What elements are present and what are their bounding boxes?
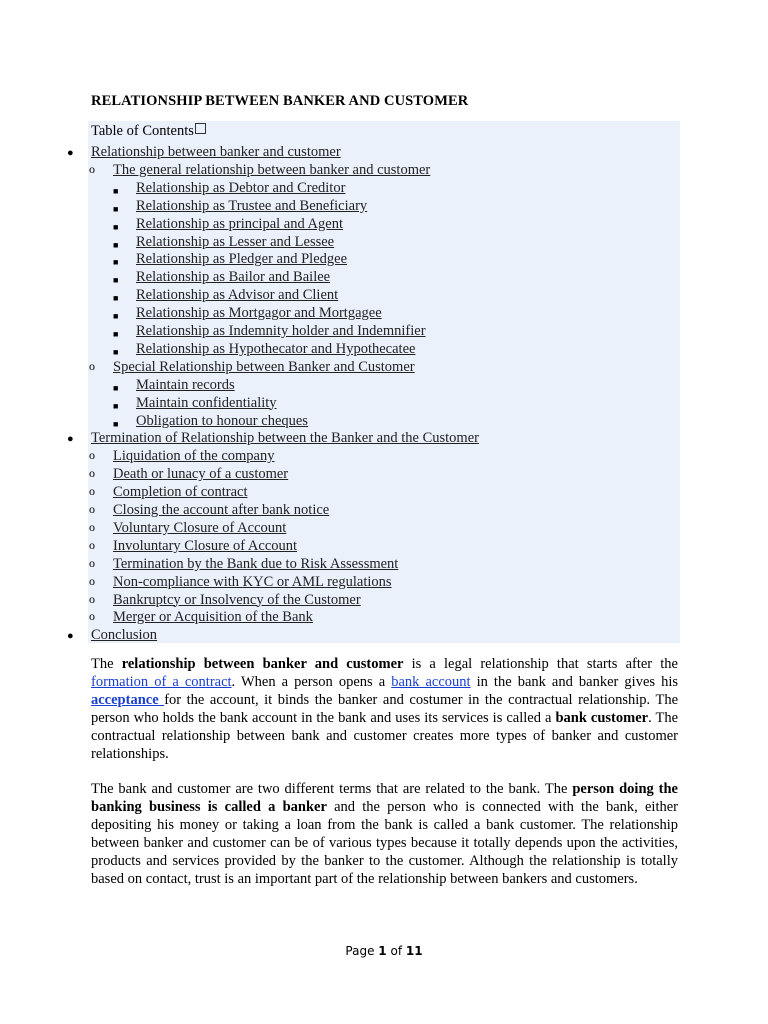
- text-run: and the person who is connected with the bank, either depositing his money or taking a loan from the bank is called a bank customer. The relationship between banker and customer can be of various types because it totally depends upon the activities, products and services provided by the banker to the customer. Although the relationship is totally based on contact, trust is an important part of the relationship between bankers and customers.: [91, 798, 678, 887]
- toc-link[interactable]: Merger or Acquisition of the Bank: [113, 609, 313, 626]
- text-run: in the bank and banker gives his: [470, 673, 679, 690]
- document-title: RELATIONSHIP BETWEEN BANKER AND CUSTOMER: [91, 93, 469, 109]
- toc-entry: [91, 144, 341, 161]
- toc-toggle-icon[interactable]: [195, 123, 206, 134]
- toc-heading: [91, 123, 218, 140]
- toc-entry: [136, 413, 308, 430]
- toc-link[interactable]: Closing the account after bank notice: [113, 502, 330, 518]
- toc-entry: [113, 520, 286, 537]
- toc-link[interactable]: Obligation to honour cheques: [136, 412, 308, 429]
- toc-entry: [136, 323, 426, 340]
- toc-entry: [113, 609, 313, 626]
- bullet-circle-icon: o: [89, 573, 95, 588]
- bullet-circle-icon: o: [89, 358, 95, 373]
- bullet-square-icon: ■: [113, 346, 119, 357]
- toc-link[interactable]: Relationship as Advisor and Client: [136, 287, 339, 304]
- bullet-square-icon: ■: [113, 239, 119, 250]
- text-run: is a legal relationship that starts after the: [403, 656, 678, 672]
- bullet-square-icon: ■: [113, 418, 119, 429]
- toc-link[interactable]: Relationship as Trustee and Beneficiary: [136, 197, 368, 214]
- toc-entry: [136, 198, 367, 215]
- toc-link[interactable]: Relationship as Bailor and Bailee: [136, 269, 331, 286]
- toc-link[interactable]: Relationship as Pledger and Pledgee: [136, 251, 348, 268]
- bullet-circle-icon: o: [89, 448, 95, 463]
- toc-link[interactable]: Completion of contract: [113, 484, 248, 501]
- toc-link[interactable]: Voluntary Closure of Account: [113, 519, 287, 536]
- body-paragraph-1: [91, 656, 678, 763]
- toc-link[interactable]: Death or lunacy of a customer: [113, 466, 289, 483]
- bullet-square-icon: ■: [113, 185, 119, 196]
- toc-entry: [136, 287, 338, 304]
- bullet-circle-icon: o: [89, 591, 95, 606]
- toc-entry: [136, 269, 330, 286]
- bullet-square-icon: ■: [113, 221, 119, 232]
- bullet-circle-icon: o: [89, 502, 95, 516]
- bullet-square-icon: ■: [113, 293, 119, 304]
- toc-entry: [136, 216, 343, 233]
- bullet-circle-icon: o: [89, 161, 95, 176]
- toc-entry: [113, 466, 288, 483]
- toc-entry: [113, 538, 297, 555]
- toc-heading-label: Table of Contents: [91, 123, 194, 139]
- toc-entry: [113, 574, 392, 591]
- toc-entry: [136, 377, 235, 394]
- bullet-square-icon: ■: [113, 329, 119, 339]
- bullet-square-icon: ■: [113, 275, 119, 286]
- toc-entry: [113, 592, 361, 609]
- bullet-square-icon: ■: [113, 400, 119, 411]
- bold-term: relationship between banker and customer: [121, 656, 404, 672]
- body-paragraph-2: [91, 781, 678, 888]
- bullet-circle-icon: o: [89, 609, 95, 624]
- toc-link[interactable]: Termination by the Bank due to Risk Assessment: [113, 555, 399, 572]
- toc-entry: [136, 341, 415, 358]
- acceptance-link[interactable]: acceptance: [91, 691, 165, 708]
- bullet-square-icon: ■: [113, 203, 119, 214]
- toc-link[interactable]: Termination of Relationship between the Banker and the Customer: [91, 430, 479, 447]
- toc-link[interactable]: Relationship as Debtor and Creditor: [136, 179, 346, 196]
- text-run: The: [91, 656, 122, 672]
- toc-link[interactable]: Involuntary Closure of Account: [113, 537, 298, 554]
- toc-entry: [91, 627, 157, 644]
- bullet-circle-icon: o: [89, 537, 95, 552]
- footer-page-word: Page: [345, 944, 379, 958]
- toc-entry: [136, 180, 345, 197]
- toc-link[interactable]: Relationship as principal and Agent: [136, 215, 343, 232]
- bullet-dot-icon: ●: [67, 630, 74, 643]
- footer-of-word: of: [386, 944, 406, 958]
- toc-entry: [113, 162, 430, 179]
- toc-link[interactable]: Liquidation of the company: [113, 448, 275, 465]
- toc-link[interactable]: Special Relationship between Banker and Customer: [113, 358, 415, 375]
- formation-of-contract-link[interactable]: formation of a contract: [91, 673, 232, 690]
- bullet-circle-icon: o: [89, 519, 95, 534]
- bullet-square-icon: ■: [113, 257, 119, 268]
- bold-term: bank customer: [555, 709, 649, 726]
- bullet-dot-icon: ●: [67, 433, 74, 446]
- toc-entry: [136, 234, 334, 251]
- text-run: for the account, it binds the banker and costumer in the contractual relationship. The person who holds the bank account in the bank and uses its services is called a: [91, 691, 679, 726]
- text-run: . When a person opens a: [231, 673, 392, 690]
- toc-link[interactable]: Relationship as Indemnity holder and Indemnifier: [136, 323, 426, 339]
- toc-entry: [113, 484, 248, 501]
- toc-entry: [136, 395, 277, 412]
- toc-entry: [113, 359, 415, 376]
- page-footer: [0, 944, 768, 958]
- toc-link[interactable]: Relationship as Hypothecator and Hypothecatee: [136, 340, 416, 357]
- bullet-square-icon: ■: [113, 311, 119, 322]
- toc-link[interactable]: Relationship as Mortgagor and Mortgagee: [136, 305, 382, 322]
- toc-entry: [136, 305, 382, 322]
- bullet-dot-icon: ●: [67, 147, 74, 159]
- toc-link[interactable]: Maintain confidentiality: [136, 394, 277, 411]
- toc-link[interactable]: Conclusion: [91, 627, 158, 644]
- text-run: The bank and customer are two different terms that are related to the bank. The: [91, 781, 573, 797]
- toc-link[interactable]: Relationship as Lesser and Lessee: [136, 233, 335, 250]
- bullet-circle-icon: o: [89, 466, 95, 481]
- toc-link[interactable]: Relationship between banker and customer: [91, 144, 341, 160]
- bank-account-link[interactable]: bank account: [391, 673, 471, 690]
- footer-page-number: 1: [378, 944, 387, 958]
- bullet-circle-icon: o: [89, 484, 95, 499]
- toc-link[interactable]: Bankruptcy or Insolvency of the Customer: [113, 591, 361, 608]
- footer-total-pages: 11: [405, 944, 423, 958]
- toc-link[interactable]: Non-compliance with KYC or AML regulations: [113, 573, 392, 590]
- bold-term: person doing the banking business is called a banker: [91, 781, 678, 815]
- bullet-square-icon: ■: [113, 382, 119, 393]
- toc-entry: [113, 502, 329, 519]
- toc-link[interactable]: Maintain records: [136, 376, 235, 393]
- toc-entry: [91, 430, 479, 447]
- toc-link[interactable]: The general relationship between banker and customer: [113, 161, 431, 178]
- toc-entry: [113, 448, 274, 465]
- bullet-circle-icon: o: [89, 555, 95, 570]
- toc-entry: [136, 251, 347, 268]
- toc-entry: [113, 556, 398, 573]
- text-run: . The contractual relationship between bank and customer creates more types of banker and customer relationships.: [91, 709, 679, 762]
